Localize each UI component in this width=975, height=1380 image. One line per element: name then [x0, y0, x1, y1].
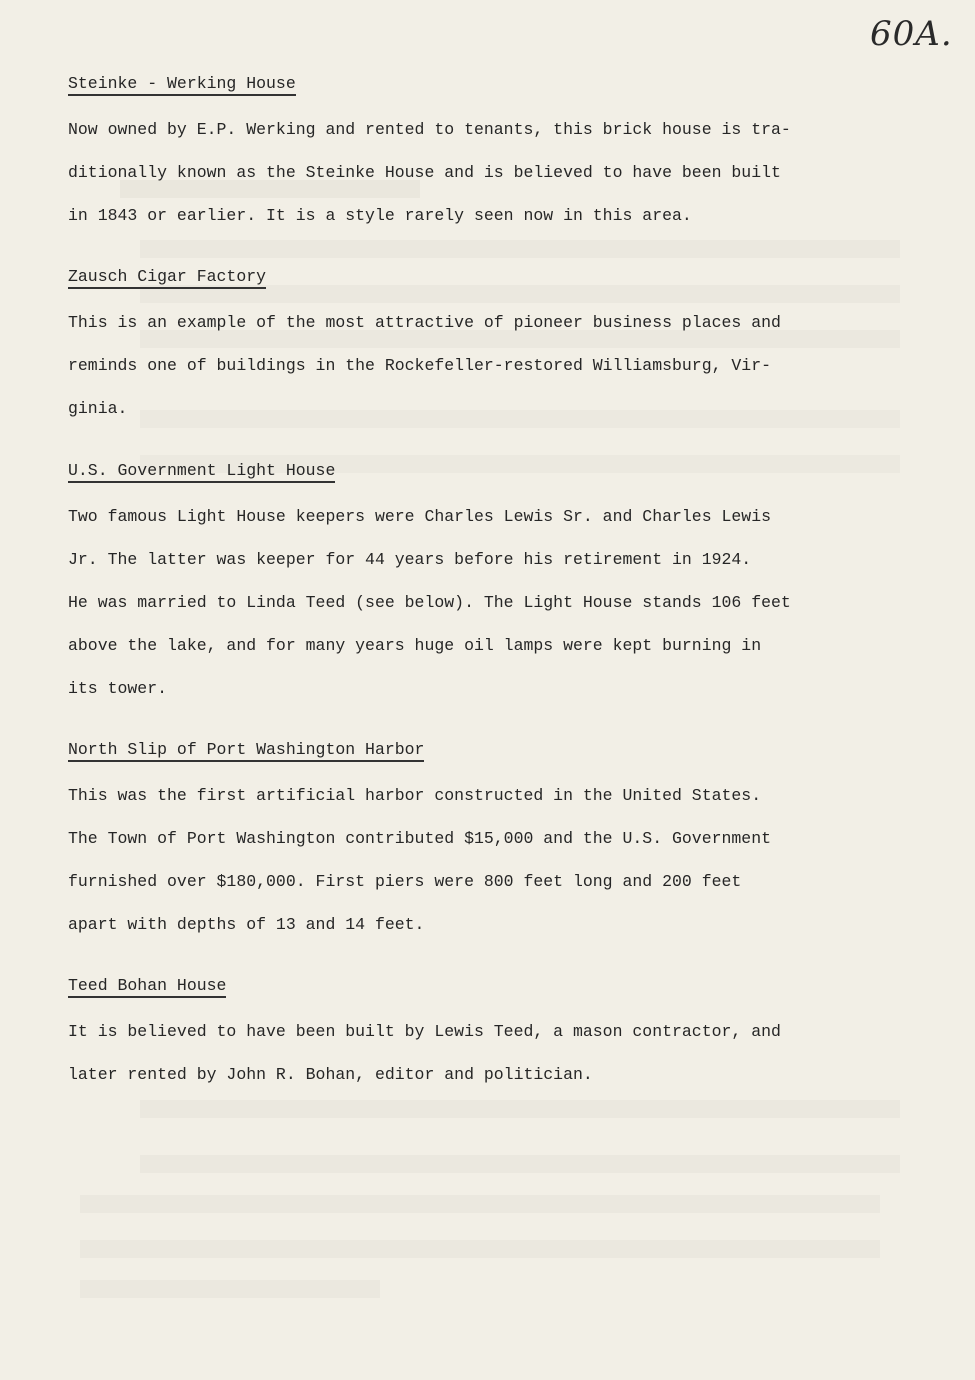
paragraph-line: furnished over $180,000. First piers were 800 feet long and 200 feet [68, 872, 742, 891]
paragraph-line: This is an example of the most attractive of pioneer business places and [68, 313, 781, 332]
section-zausch-cigar-factory [68, 267, 888, 430]
paragraph-line: Now owned by E.P. Werking and rented to tenants, this brick house is tra- [68, 120, 791, 139]
paragraph-line: later rented by John R. Bohan, editor and politician. [68, 1065, 593, 1084]
section-heading: North Slip of Port Washington Harbor [68, 740, 424, 762]
paragraph-line: The Town of Port Washington contributed $15,000 and the U.S. Government [68, 829, 772, 848]
section-north-slip-port-washington-harbor [68, 740, 888, 946]
section-heading: Teed Bohan House [68, 976, 226, 998]
page-number: 60A. [870, 14, 953, 54]
section-heading: Zausch Cigar Factory [68, 267, 266, 289]
paragraph-line: Two famous Light House keepers were Charles Lewis Sr. and Charles Lewis [68, 507, 772, 526]
section-teed-bohan-house [68, 976, 888, 1096]
paragraph-line: in 1843 or earlier. It is a style rarely seen now in this area. [68, 206, 692, 225]
paragraph-line: apart with depths of 13 and 14 feet. [68, 915, 425, 934]
paragraph-line: ditionally known as the Steinke House and is believed to have been built [68, 163, 781, 182]
section-heading: Steinke - Werking House [68, 74, 296, 96]
paragraph-line: reminds one of buildings in the Rockefeller-restored Williamsburg, Vir- [68, 356, 772, 375]
paragraph-line: ginia. [68, 399, 128, 418]
paragraph-line: Jr. The latter was keeper for 44 years before his retirement in 1924. [68, 550, 752, 569]
paragraph-line: This was the first artificial harbor constructed in the United States. [68, 786, 762, 805]
paragraph-line: It is believed to have been built by Lewis Teed, a mason contractor, and [68, 1022, 781, 1041]
paragraph-line: its tower. [68, 679, 168, 698]
section-steinke-werking-house [68, 74, 888, 237]
paragraph-line: above the lake, and for many years huge oil lamps were kept burning in [68, 636, 762, 655]
section-us-government-light-house [68, 461, 888, 710]
paragraph-line: He was married to Linda Teed (see below). The Light House stands 106 feet [68, 593, 791, 612]
section-heading: U.S. Government Light House [68, 461, 335, 483]
